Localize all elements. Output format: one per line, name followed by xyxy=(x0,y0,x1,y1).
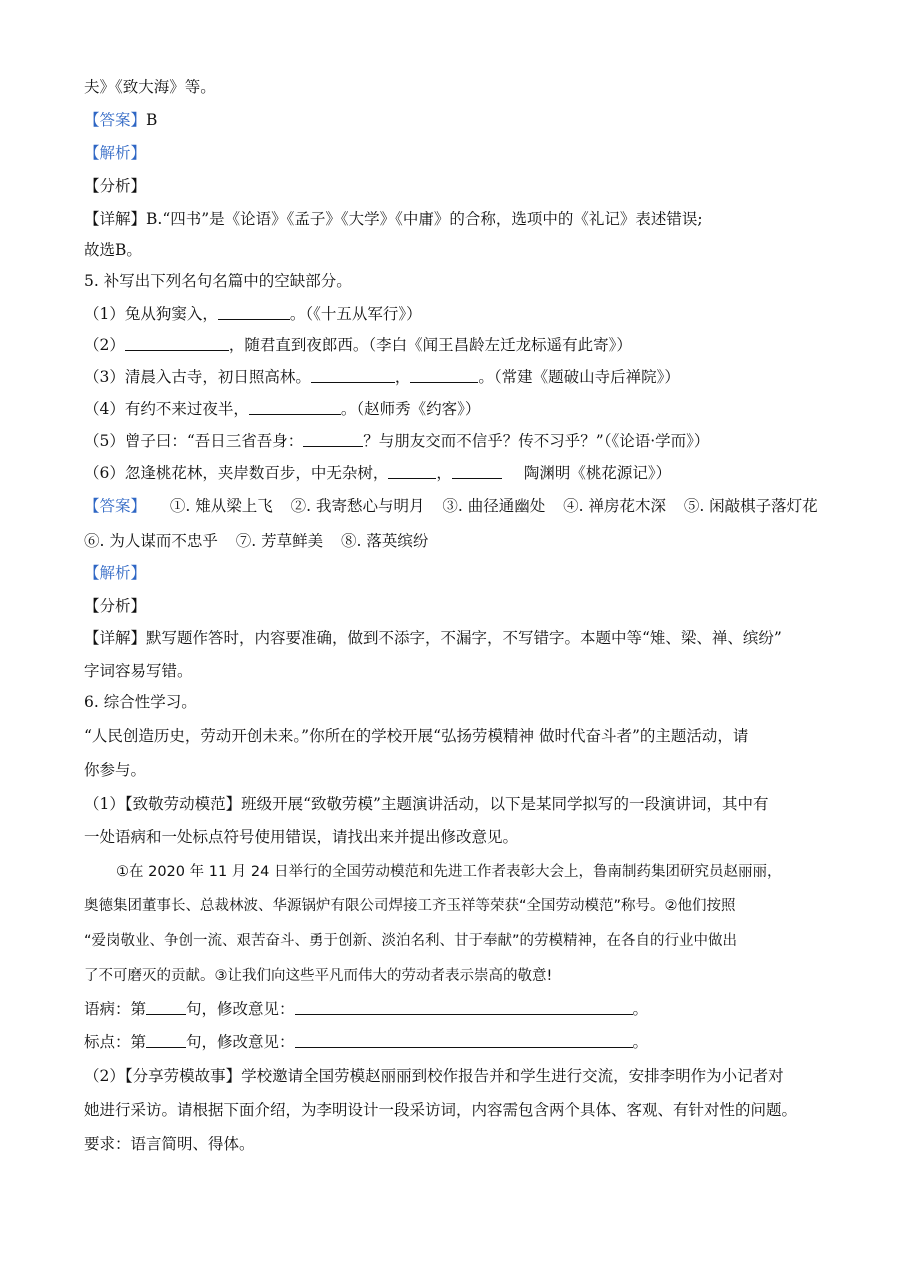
answer-value: B xyxy=(146,111,158,129)
q5-item-4-pre: （4）有约不来过夜半， xyxy=(84,400,249,418)
q5-item-3 xyxy=(84,367,680,387)
q5-item-6-post: 陶渊明《桃花源记》） xyxy=(523,464,672,482)
answer-item: ⑧. 落英缤纷 xyxy=(340,532,429,550)
fill-blank xyxy=(249,399,341,415)
answer-tag: 【答案】 xyxy=(84,111,147,129)
q6-part2-1: （2）【分享劳模故事】学校邀请全国劳模赵丽丽到校作报告并和学生进行交流，安排李明作为小记者对 xyxy=(84,1067,784,1085)
quote-line-1: ①在 2020 年 11 月 24 日举行的全国劳动模范和先进工作者表彰大会上，鲁南制药集团研究员赵丽丽， xyxy=(116,864,782,880)
q6-part1-1: （1）【致敬劳动模范】班级开展“致敬劳模”主题演讲活动，以下是某同学拟写的一段演讲词，其中有 xyxy=(84,795,769,813)
q5-answers-1 xyxy=(84,496,818,516)
q5-detail-2: 字词容易写错。 xyxy=(84,662,193,680)
q5-detail-1: 【详解】默写题作答时，内容要准确，做到不添字，不漏字，不写错字。本题中等“雉、梁、禅、缤纷” xyxy=(84,629,782,647)
q5-item-5-pre: （5）曾子曰：“吾日三省吾身： xyxy=(84,432,304,450)
q5-answers-2 xyxy=(84,531,428,551)
fill-blank xyxy=(311,367,395,383)
fill-blank xyxy=(388,463,436,479)
quote-line-4: 了不可磨灭的贡献。③让我们向这些平凡而伟大的劳动者表示崇高的敬意! xyxy=(84,968,553,984)
answer-item: ⑤. 闲敲棋子落灯花 xyxy=(683,497,818,515)
q5-item-3-pre: （3）清晨入古寺，初日照高林。 xyxy=(84,368,311,386)
q5-item-3-post: 。（常建《题破山寺后禅院》） xyxy=(478,368,680,386)
fenxi-tag: 【分析】 xyxy=(84,177,147,195)
q5-item-6-pre: （6）忽逢桃花林，夹岸数百步，中无杂树， xyxy=(84,464,389,482)
bingju-line xyxy=(84,999,648,1019)
answer-tag: 【答案】 xyxy=(84,497,147,515)
q5-item-1-post: 。（《十五从军行》） xyxy=(289,305,422,323)
prev-detail: 【详解】B.“四书”是《论语》《孟子》《大学》《中庸》的合称，选项中的《礼记》表述错误; xyxy=(84,210,703,228)
q6-part2-3: 要求：语言简明、得体。 xyxy=(84,1135,255,1153)
answer-item: ①. 雉从梁上飞 xyxy=(169,497,273,515)
q5-item-2-pre: （2） xyxy=(84,336,125,354)
q5-item-2 xyxy=(84,335,632,355)
period: 。 xyxy=(632,1033,649,1051)
q5-title: 5. 补写出下列名句名篇中的空缺部分。 xyxy=(84,272,352,290)
bingju-label: 语病：第 xyxy=(84,1000,147,1018)
bingju-advice-label: 句，修改意见： xyxy=(186,1000,295,1018)
advice-blank xyxy=(295,1032,633,1048)
q5-item-6 xyxy=(84,463,671,483)
quote-line-2: 奥德集团董事长、总裁林波、华源锅炉有限公司焊接工齐玉祥等荣获“全国劳动模范”称号。②他们按照 xyxy=(84,898,736,914)
prev-answer-line xyxy=(84,110,157,130)
q6-title: 6. 综合性学习。 xyxy=(84,693,197,711)
fill-blank xyxy=(452,463,502,479)
analysis-tag: 【解析】 xyxy=(84,564,147,582)
answer-item: ⑦. 芳草鲜美 xyxy=(235,532,324,550)
q5-item-3-mid: ， xyxy=(394,368,411,386)
analysis-tag: 【解析】 xyxy=(84,144,147,162)
advice-blank xyxy=(295,999,633,1015)
answer-item: ⑥. 为人谋而不忠乎 xyxy=(84,532,218,550)
sentence-number-blank xyxy=(146,999,186,1015)
fill-blank xyxy=(303,431,363,447)
q6-intro-1: “人民创造历史，劳动开创未来。”你所在的学校开展“弘扬劳模精神 做时代奋斗者”的主题活动，请 xyxy=(84,727,749,745)
answer-item: ②. 我寄愁心与明月 xyxy=(290,497,425,515)
biaodian-line xyxy=(84,1032,648,1052)
fill-blank xyxy=(125,335,229,351)
answer-item: ④. 禅房花木深 xyxy=(563,497,666,515)
sentence-number-blank xyxy=(146,1032,186,1048)
q5-item-4 xyxy=(84,399,480,419)
fill-blank xyxy=(410,367,478,383)
q5-item-2-post: ，随君直到夜郎西。（李白《闻王昌龄左迁龙标遥有此寄》） xyxy=(228,336,632,354)
q5-item-5-post: ？与朋友交而不信乎？传不习乎？”（《论语·学而》） xyxy=(363,432,710,450)
q5-item-5 xyxy=(84,431,709,451)
fenxi-tag: 【分析】 xyxy=(84,597,147,615)
q5-item-6-mid: ， xyxy=(436,464,452,482)
q6-part2-2: 她进行采访。请根据下面介绍，为李明设计一段采访词，内容需包含两个具体、客观、有针对性的问题。 xyxy=(84,1101,798,1119)
period: 。 xyxy=(632,1000,649,1018)
quote-line-3: “爱岗敬业、争创一流、艰苦奋斗、勇于创新、淡泊名利、甘于奉献”的劳模精神，在各自的行业中做出 xyxy=(84,933,738,949)
fill-blank xyxy=(218,304,290,320)
q5-item-1 xyxy=(84,304,422,324)
prev-conclusion: 故选B。 xyxy=(84,241,142,259)
answer-item: ③. 曲径通幽处 xyxy=(442,497,546,515)
prev-tail: 夫》《致大海》等。 xyxy=(84,78,216,96)
q5-item-4-post: 。（赵师秀《约客》） xyxy=(340,400,481,418)
biaodian-label: 标点：第 xyxy=(84,1033,147,1051)
q6-part1-2: 一处语病和一处标点符号使用错误，请找出来并提出修改意见。 xyxy=(84,828,519,846)
q5-item-1-pre: （1）兔从狗窦入， xyxy=(84,305,218,323)
biaodian-advice-label: 句，修改意见： xyxy=(186,1033,295,1051)
q6-intro-2: 你参与。 xyxy=(84,761,147,779)
